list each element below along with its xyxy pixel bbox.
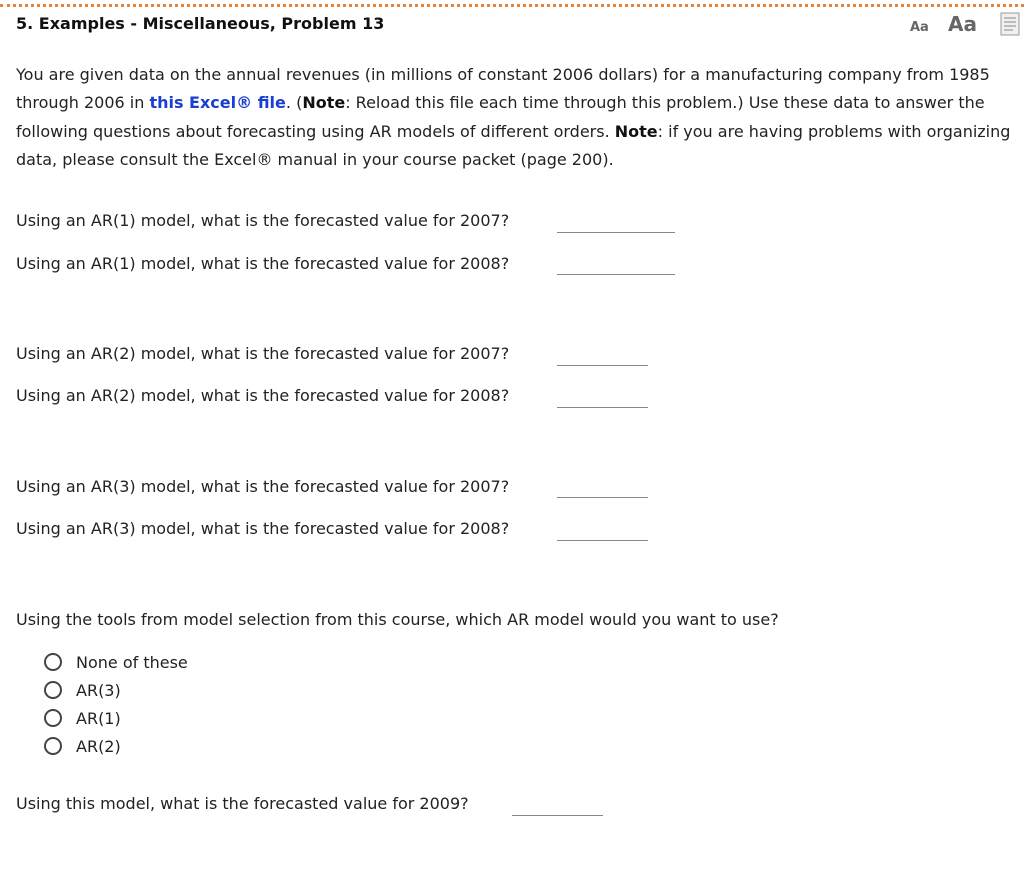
answer-ar1-2008-input[interactable] xyxy=(557,274,675,275)
radio-button[interactable] xyxy=(44,653,62,671)
question-forecast-2009: Using this model, what is the forecasted value for 2009? xyxy=(16,794,469,813)
question-ar2-2008: Using an AR(2) model, what is the forecasted value for 2008? xyxy=(16,386,510,405)
option-ar1[interactable]: AR(1) xyxy=(44,708,121,728)
question-ar3-2008: Using an AR(3) model, what is the forecasted value for 2008? xyxy=(16,519,510,538)
option-none-of-these[interactable]: None of these xyxy=(44,652,188,672)
page-title: 5. Examples - Miscellaneous, Problem 13 xyxy=(16,14,385,33)
text-size-large-button[interactable]: Aa xyxy=(948,12,977,36)
answer-ar3-2008-input[interactable] xyxy=(557,540,648,541)
print-icon[interactable] xyxy=(996,12,1022,36)
answer-ar2-2008-input[interactable] xyxy=(557,407,648,408)
radio-button[interactable] xyxy=(44,709,62,727)
answer-ar2-2007-input[interactable] xyxy=(557,365,648,366)
excel-file-link[interactable]: this Excel® file xyxy=(149,93,286,113)
question-ar1-2008: Using an AR(1) model, what is the forecasted value for 2008? xyxy=(16,254,510,273)
answer-forecast-2009-input[interactable] xyxy=(512,815,603,816)
question-ar1-2007: Using an AR(1) model, what is the forecasted value for 2007? xyxy=(16,211,510,230)
question-model-selection: Using the tools from model selection from this course, which AR model would you want to use? xyxy=(16,610,779,629)
option-ar3[interactable]: AR(3) xyxy=(44,680,121,700)
question-ar3-2007: Using an AR(3) model, what is the forecasted value for 2007? xyxy=(16,477,510,496)
header-divider xyxy=(0,4,1024,7)
question-ar2-2007: Using an AR(2) model, what is the forecasted value for 2007? xyxy=(16,344,510,363)
answer-ar1-2007-input[interactable] xyxy=(557,232,675,233)
radio-button[interactable] xyxy=(44,681,62,699)
text-size-small-button[interactable]: Aa xyxy=(910,20,929,35)
answer-ar3-2007-input[interactable] xyxy=(557,497,648,498)
radio-button[interactable] xyxy=(44,737,62,755)
option-ar2[interactable]: AR(2) xyxy=(44,736,121,756)
problem-description: You are given data on the annual revenues (in millions of constant 2006 dollars) for a manufacturing company from 1985 through 2006 in this Excel® file. (Note: Reload this file each time through this problem.) Use these data to answer the following questions about forecasting using AR models of different orders. Note: if you are having problems with organizing data, please consult the Excel® manual in your course packet (page 200). xyxy=(16,65,1011,169)
